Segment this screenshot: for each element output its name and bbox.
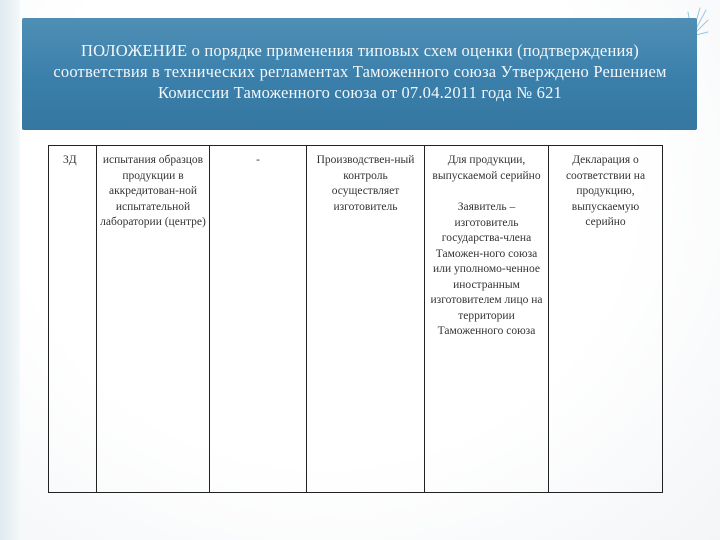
- production-control-text: Производствен-ный контроль осуществляет изготовитель: [316, 154, 415, 213]
- production-assessment-cell: -: [210, 146, 307, 493]
- applicant-text: Заявитель – изготовитель государства-члена Таможен-ного союза или уполномо-ченное иностранным изготовителем лицо на территории Таможенного союза: [430, 201, 543, 337]
- scheme-code-cell: 3Д: [49, 146, 97, 493]
- left-accent-bar: [0, 0, 20, 540]
- testing-cell: испытания образцов продукции в аккредитован-ной испытательной лаборатории (центре): [97, 146, 210, 493]
- conformity-document-cell: Декларация о соответствии на продукцию, выпускаемую серийно: [549, 146, 663, 493]
- product-scope-text: Для продукции, выпускаемой серийно: [432, 154, 541, 182]
- table-row: [49, 146, 663, 493]
- scope-applicant-cell: [425, 146, 549, 493]
- production-control-cell: [307, 146, 425, 493]
- scheme-table: [48, 145, 663, 493]
- page-title: ПОЛОЖЕНИЕ о порядке применения типовых схем оценки (подтверждения) соответствия в технических регламентах Таможенного союза Утверждено Решением Комиссии Таможенного союза от 07.04.2011 года № 621: [53, 41, 667, 102]
